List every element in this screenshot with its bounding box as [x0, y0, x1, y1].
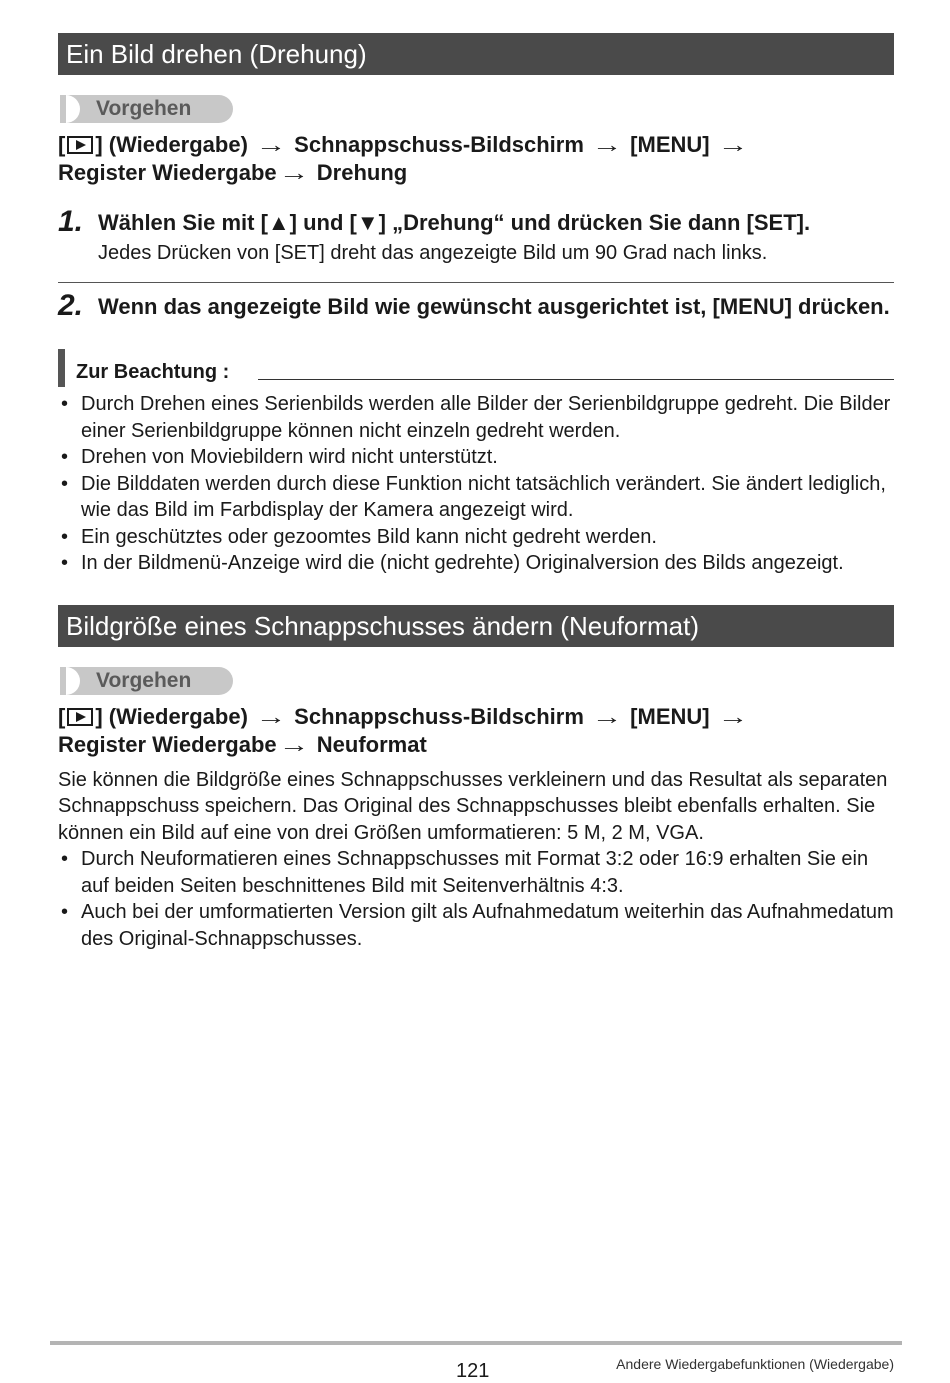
footer-rule — [50, 1341, 902, 1345]
badge-notch — [66, 667, 80, 695]
arrow-right-icon: → — [255, 132, 287, 157]
arrow-right-icon: → — [717, 703, 749, 729]
chapter-title: Andere Wiedergabefunktionen (Wiedergabe) — [616, 1356, 894, 1372]
list-item: • Ein geschütztes oder gezoomtes Bild kann nicht gedreht werden. — [58, 524, 894, 551]
step-number: 1. — [58, 205, 84, 238]
procedure-label: Vorgehen — [96, 97, 192, 120]
arrow-right-icon: → — [717, 132, 749, 157]
path-playback: ] (Wiedergabe) — [95, 703, 248, 729]
procedure-badge — [60, 95, 233, 123]
path-playback: ] (Wiedergabe) — [95, 132, 248, 157]
list-item: • Auch bei der umformatierten Version gilt als Aufnahmedatum weiterhin das Aufnahmedatum des Original-Schnappschusses. — [58, 899, 894, 952]
list-item: • Drehen von Moviebildern wird nicht unterstützt. — [58, 444, 894, 471]
list-item: • Die Bilddaten werden durch diese Funktion nicht tatsächlich verändert. Sie ändert lediglich, wie das Bild im Farbdisplay der Kamera angezeigt wird. — [58, 471, 894, 524]
path-snapshot-screen: Schnappschuss-Bildschirm — [294, 132, 584, 157]
arrow-right-icon: → — [278, 160, 310, 185]
step-title: Wählen Sie mit [▲] und [▼] „Drehung“ und drücken Sie dann [SET]. — [98, 210, 811, 235]
list-item: • Durch Neuformatieren eines Schnappschusses mit Format 3:2 oder 16:9 erhalten Sie ein auf beiden Seiten beschnittenes Bild mit Seitenverhältnis 4:3. — [58, 846, 894, 899]
procedure-label: Vorgehen — [96, 668, 192, 692]
list-item: • Durch Drehen eines Serienbilds werden alle Bilder der Serienbildgruppe gedreht. Die Bilder einer Serienbildgruppe können nicht einzeln gedreht werden. — [58, 391, 894, 444]
arrow-right-icon: → — [591, 132, 623, 157]
note-label: Zur Beachtung : — [76, 361, 230, 383]
arrow-right-icon: → — [591, 703, 623, 729]
menu-path — [58, 703, 894, 759]
list-item: • In der Bildmenü-Anzeige wird die (nicht gedrehte) Originalversion des Bilds angezeigt. — [58, 550, 894, 577]
menu-path — [58, 131, 894, 187]
arrow-right-icon: → — [255, 703, 287, 729]
path-snapshot-screen: Schnappschuss-Bildschirm — [294, 703, 584, 729]
path-menu: [MENU] — [630, 132, 710, 157]
step-divider — [58, 282, 894, 283]
path-bracket-open: [ — [58, 132, 66, 157]
step-description: Jedes Drücken von [SET] dreht das angezeigte Bild um 90 Grad nach links. — [98, 242, 768, 264]
resize-note-list — [58, 846, 894, 952]
badge-notch — [66, 95, 80, 123]
note-rule — [258, 379, 894, 380]
path-tab-playback: Register Wiedergabe — [58, 731, 277, 757]
path-tab-playback: Register Wiedergabe — [58, 160, 277, 185]
note-marker — [58, 349, 65, 387]
path-resize: Neuformat — [316, 731, 427, 757]
step-title: Wenn das angezeigte Bild wie gewünscht ausgerichtet ist, [MENU] drücken. — [98, 294, 890, 319]
path-menu: [MENU] — [630, 703, 710, 729]
resize-description: Sie können die Bildgröße eines Schnappschusses verkleinern und das Resultat als separaten Schnappschuss speichern. Das Original des Schnappschusses bleibt ebenfalls erhalten. Sie können ein Bild auf eine von drei Größen umformatieren: 5 M, 2 M, VGA. — [58, 768, 888, 844]
note-list — [58, 391, 894, 577]
path-bracket-open: [ — [58, 703, 66, 729]
arrow-right-icon: → — [278, 731, 310, 757]
step-2 — [58, 289, 894, 322]
note-header — [58, 347, 894, 387]
path-rotation: Drehung — [316, 160, 408, 185]
procedure-badge — [60, 667, 233, 695]
section-title-rotate: Ein Bild drehen (Drehung) — [58, 33, 894, 75]
play-icon — [67, 136, 93, 154]
step-number: 2. — [58, 289, 84, 322]
step-1 — [58, 205, 894, 266]
play-icon — [67, 708, 93, 726]
section-title-resize: Bildgröße eines Schnappschusses ändern (Neuformat) — [58, 605, 894, 647]
page-content — [58, 33, 894, 952]
page-number: 121 — [456, 1360, 490, 1382]
